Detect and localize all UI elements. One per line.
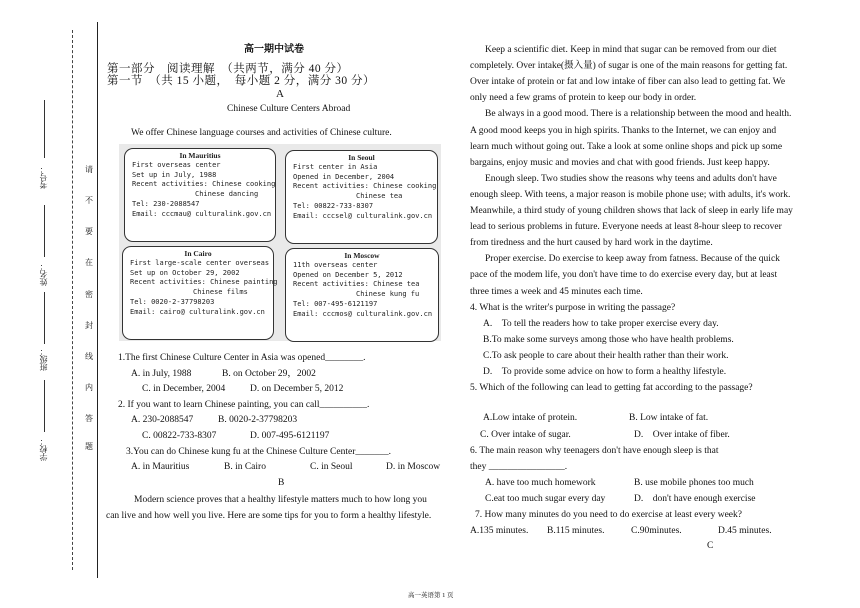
passage-b-line: enough sleep. With teens, a major reason is mobile phone use; with adults, it's work. <box>470 189 791 200</box>
page-footer: 高一英语第 1 页 <box>408 592 454 599</box>
label-exam-number: 考号： <box>39 165 48 189</box>
question-stem: 5. Which of the following can lead to getting fat according to the passage? <box>470 383 753 393</box>
part-heading: 第一部分 阅读理解 （共两节，满分 40 分） <box>107 63 349 75</box>
center-detail: Recent activities: Chinese cooking <box>293 182 437 191</box>
center-card <box>285 150 438 244</box>
question-stem: 3.You can do Chinese kung fu at the Chinese Culture Center_______. <box>126 447 391 457</box>
center-detail: Set up on October 29, 2002 <box>130 268 240 277</box>
blank-school <box>44 380 45 432</box>
center-detail: First large-scale center overseas <box>130 258 270 267</box>
center-detail: First overseas center <box>132 160 221 169</box>
answer-option: A.135 minutes. <box>470 526 529 536</box>
passage-b-letter: B <box>278 478 285 488</box>
answer-option: D. on December 5, 2012 <box>250 384 344 394</box>
seal-char: 不 <box>85 196 93 205</box>
center-detail: Opened on December 5, 2012 <box>293 270 403 279</box>
seal-char: 要 <box>85 227 93 236</box>
passage-b-line: learn much without going out. Take a look at some online shops and pick up some <box>470 141 783 152</box>
passage-b-line: three times a week and 45 minutes each time. <box>470 286 643 297</box>
label-name: 姓名： <box>39 262 48 286</box>
answer-option: D. in Moscow <box>386 462 441 472</box>
center-tel: Tel: 0020-2-37798203 <box>130 297 215 306</box>
passage-a-letter: A <box>276 88 284 100</box>
passage-b-intro-line-2: can live and how well you live. Here are some tips for you to form a healthy lifestyle. <box>106 511 432 521</box>
center-city: In Cairo <box>184 249 212 258</box>
passage-a-intro: We offer Chinese language courses and activities of Chinese culture. <box>131 128 392 138</box>
seal-char: 在 <box>85 258 93 267</box>
answer-option: A. 230-2088547 <box>131 415 194 425</box>
blank-exam-number <box>44 100 45 158</box>
center-tel: Tel: 00822-733-8307 <box>293 201 374 210</box>
passage-b-line: bargains, enjoy music and movies and chat with good friends. Just keep happy. <box>470 157 770 168</box>
answer-option: C. 00822-733-8307 <box>142 431 217 441</box>
exam-title: 高一期中试卷 <box>244 44 304 55</box>
seal-char: 封 <box>85 321 93 330</box>
center-city: In Mauritius <box>179 151 221 160</box>
passage-b-line: lead to serious problems in future. Everyone needs at least 8-hour sleep to recover <box>470 222 782 233</box>
seal-char: 请 <box>85 165 93 174</box>
passage-b-line: Be always in a good mood. There is a relationship between the mood and health. <box>485 109 792 120</box>
center-detail: First center in Asia <box>293 162 378 171</box>
answer-option: D. don't have enough exercise <box>634 494 756 504</box>
answer-option: D. Over intake of fiber. <box>634 430 730 440</box>
passage-b-intro-line-1: Modern science proves that a healthy lifestyle matters much to how long you <box>134 495 427 505</box>
passage-b-line: from tiredness and the hurt caused by hard work in the daytime. <box>470 238 713 249</box>
center-detail: Recent activities: Chinese tea <box>293 280 420 289</box>
answer-option: D. To provide some advice on how to form a healthy lifestyle. <box>483 367 727 377</box>
answer-option: B. in Cairo <box>224 462 266 472</box>
label-class: 班级： <box>39 347 48 371</box>
passage-b-line: completely. Over intake(摄入量) of sugar is one of the main reasons for getting fat. <box>470 61 788 72</box>
answer-option: B.To make some surveys among those who have health problems. <box>483 335 734 345</box>
answer-option: B. 0020-2-37798203 <box>218 415 298 425</box>
question-stem: 2. If you want to learn Chinese painting, you can call__________. <box>118 400 370 410</box>
center-detail: 11th overseas center <box>293 260 378 269</box>
answer-option: A. in July, 1988 <box>131 369 192 379</box>
center-detail: Recent activities: Chinese painting <box>130 278 278 287</box>
passage-b-line: A good mood keeps you in high spirits. Thanks to the Internet, we can enjoy and <box>470 125 777 136</box>
answer-option: B. use mobile phones too much <box>634 478 754 488</box>
passage-c-letter: C <box>707 541 714 551</box>
passage-a-title: Chinese Culture Centers Abroad <box>227 104 351 114</box>
answer-option: A.Low intake of protein. <box>483 413 578 423</box>
center-email: Email: cairo@ culturalink.gov.cn <box>130 307 265 316</box>
answer-option: C. in December, 2004 <box>142 384 226 394</box>
seal-char: 密 <box>85 290 93 299</box>
center-card <box>124 148 276 242</box>
answer-option: D. 007-495-6121197 <box>250 431 330 441</box>
seal-char: 内 <box>85 383 93 392</box>
passage-b-line: Keep a scientific diet. Keep in mind that sugar can be removed from our diet <box>485 45 777 55</box>
center-detail: Set up in July, 1988 <box>132 170 217 179</box>
question-stem: they ________________. <box>470 462 568 472</box>
center-activity: Chinese dancing <box>195 190 259 199</box>
center-email: Email: cccsel@ culturalink.gov.cn <box>293 211 433 220</box>
center-city: In Moscow <box>344 251 380 260</box>
center-activity: Chinese kung fu <box>356 290 420 299</box>
seal-char: 线 <box>85 352 93 361</box>
center-email: Email: cccmos@ culturalink.gov.cn <box>293 309 433 318</box>
passage-b-line: pace of the modem life, you don't have time to do exercise every day, but at least <box>470 270 778 281</box>
question-stem: 6. The main reason why teenagers don't have enough sleep is that <box>470 446 719 456</box>
question-stem: 7. How many minutes do you need to do exercise at least every week? <box>475 510 742 520</box>
answer-option: A. in Mauritius <box>131 462 190 472</box>
center-detail: Recent activities: Chinese cooking <box>132 180 276 189</box>
answer-option: C.eat too much sugar every day <box>485 494 606 504</box>
margin-rule <box>97 22 98 578</box>
answer-option: D.45 minutes. <box>718 526 772 536</box>
center-activity: Chinese films <box>193 288 248 297</box>
question-stem: 4. What is the writer's purpose in writing the passage? <box>470 303 676 313</box>
center-detail: Opened in December, 2004 <box>293 172 395 181</box>
seal-char: 答 <box>85 414 93 423</box>
seal-char: 题 <box>85 442 93 451</box>
binding-dashed-line <box>72 30 73 570</box>
answer-option: C.90minutes. <box>631 526 682 536</box>
passage-b-line: only need a few grams of protein to keep our body in order. <box>470 93 697 104</box>
blank-class <box>44 292 45 344</box>
answer-option: A. have too much homework <box>485 478 596 488</box>
center-tel: Tel: 230-2088547 <box>132 199 200 208</box>
center-tel: Tel: 007-495-6121197 <box>293 299 378 308</box>
passage-b-line: Enough sleep. Two studies show the reasons why teens and adults don't have <box>485 173 777 184</box>
answer-option: C. Over intake of sugar. <box>480 430 571 440</box>
answer-option: B.115 minutes. <box>547 526 605 536</box>
answer-option: C.To ask people to care about their health rather than their work. <box>483 351 729 361</box>
center-card <box>122 246 278 340</box>
answer-option: C. in Seoul <box>310 462 353 472</box>
passage-b-line: Proper exercise. Do exercise to keep away from fatness. Because of the quick <box>485 254 780 265</box>
passage-b-line: Over intake of protein or fat and low intake of fiber can also lead to getting fat. We <box>470 77 786 88</box>
center-activity: Chinese tea <box>356 192 403 201</box>
center-city: In Seoul <box>348 153 375 162</box>
blank-name <box>44 205 45 257</box>
section-heading: 第一节 （共 15 小题， 每小题 2 分，满分 30 分） <box>107 75 375 87</box>
answer-option: B. Low intake of fat. <box>629 413 709 423</box>
answer-option: A. To tell the readers how to take proper exercise every day. <box>483 319 719 329</box>
passage-b-line: Meanwhile, a third study of young children shows that lack of sleep in early life may <box>470 206 793 216</box>
center-email: Email: cccmau@ culturalink.gov.cn <box>132 209 272 218</box>
question-stem: 1.The first Chinese Culture Center in Asia was opened________. <box>118 353 366 363</box>
answer-option: B. on October 29，2002 <box>222 369 316 379</box>
center-card <box>285 248 439 342</box>
label-school: 学校： <box>39 437 48 461</box>
